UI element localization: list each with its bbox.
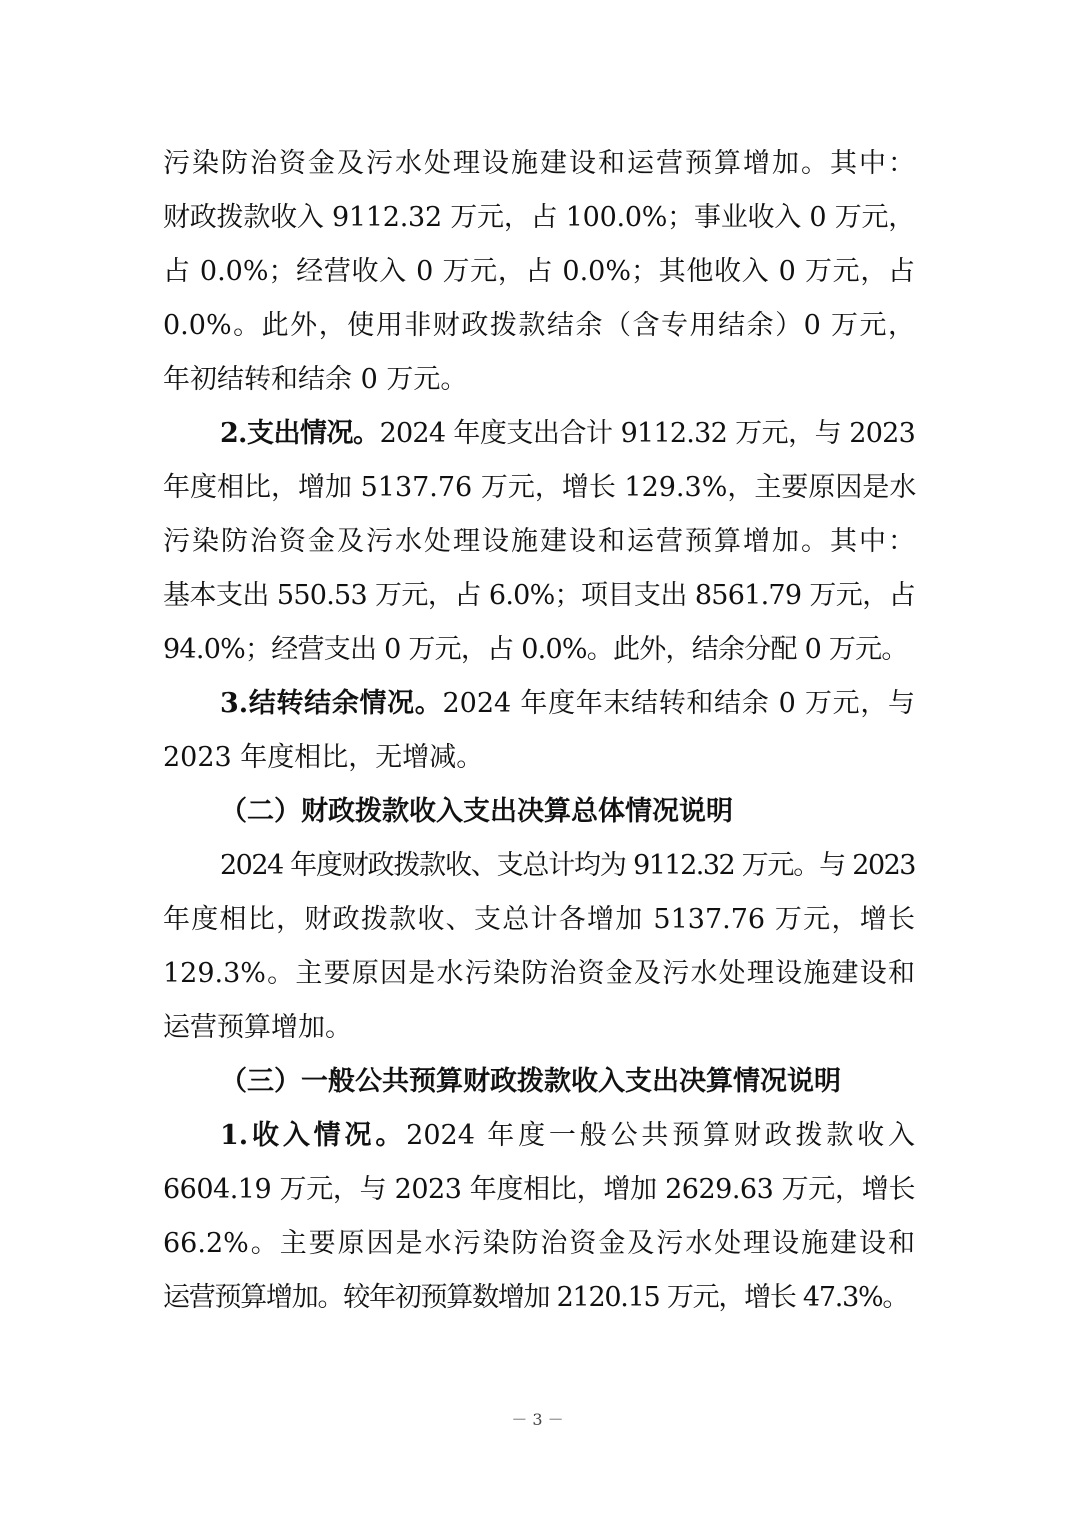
p5-line-4: 运营预算增加。较年初预算数增加 2120.15 万元，增长 47.3%。 [163, 1282, 909, 1313]
p1-line-1: 污染防治资金及污水处理设施建设和运营预算增加。其中： [163, 148, 915, 179]
p1-line-3: 占 0.0%；经营收入 0 万元，占 0.0%；其他收入 0 万元，占 [163, 256, 915, 287]
p1-line-5: 年初结转和结余 0 万元。 [163, 364, 468, 395]
p4-line-1: 2024 年度财政拨款收、支总计均为 9112.32 万元。与 2023 [220, 850, 915, 881]
p3-line-1-rest: 2024 年度年末结转和结余 0 万元，与 [442, 688, 916, 719]
p2-line-4: 基本支出 550.53 万元，占 6.0%；项目支出 8561.79 万元，占 [163, 580, 915, 611]
p2-line-3: 污染防治资金及污水处理设施建设和运营预算增加。其中： [163, 526, 915, 557]
p2-line-2: 年度相比，增加 5137.76 万元，增长 129.3%，主要原因是水 [163, 472, 917, 503]
p2-line-5: 94.0%；经营支出 0 万元，占 0.0%。此外，结余分配 0 万元。 [163, 634, 908, 665]
p5-line-1 [163, 1109, 915, 1163]
p4-line-2: 年度相比，财政拨款收、支总计各增加 5137.76 万元，增长 [163, 904, 915, 935]
p1-line-4: 0.0%。此外，使用非财政拨款结余（含专用结余）0 万元， [163, 310, 915, 341]
p2-line-1 [163, 407, 915, 461]
section-heading-3: （三）一般公共预算财政拨款收入支出决算情况说明 [220, 1066, 841, 1097]
p5-lead: 1.收入情况。 [220, 1120, 407, 1151]
p2-lead: 2.支出情况。 [220, 418, 380, 449]
page-number: － 3 － [511, 1410, 564, 1429]
p3-line-1 [163, 677, 915, 731]
section-heading-2: （二）财政拨款收入支出决算总体情况说明 [220, 796, 733, 827]
p5-line-1-rest: 2024 年度一般公共预算财政拨款收入 [406, 1120, 916, 1151]
p3-lead: 3.结转结余情况。 [220, 688, 443, 719]
p5-line-3: 66.2%。主要原因是水污染防治资金及污水处理设施建设和 [163, 1228, 915, 1259]
p5-line-2: 6604.19 万元，与 2023 年度相比，增加 2629.63 万元，增长 [163, 1174, 915, 1205]
p4-line-3: 129.3%。主要原因是水污染防治资金及污水处理设施建设和 [163, 958, 915, 989]
p2-line-1-rest: 2024 年度支出合计 9112.32 万元，与 2023 [379, 418, 915, 449]
document-body [163, 137, 915, 1325]
p3-line-2: 2023 年度相比，无增减。 [163, 742, 484, 773]
p4-line-4: 运营预算增加。 [163, 1012, 352, 1043]
p1-line-2: 财政拨款收入 9112.32 万元，占 100.0%；事业收入 0 万元， [163, 202, 915, 233]
